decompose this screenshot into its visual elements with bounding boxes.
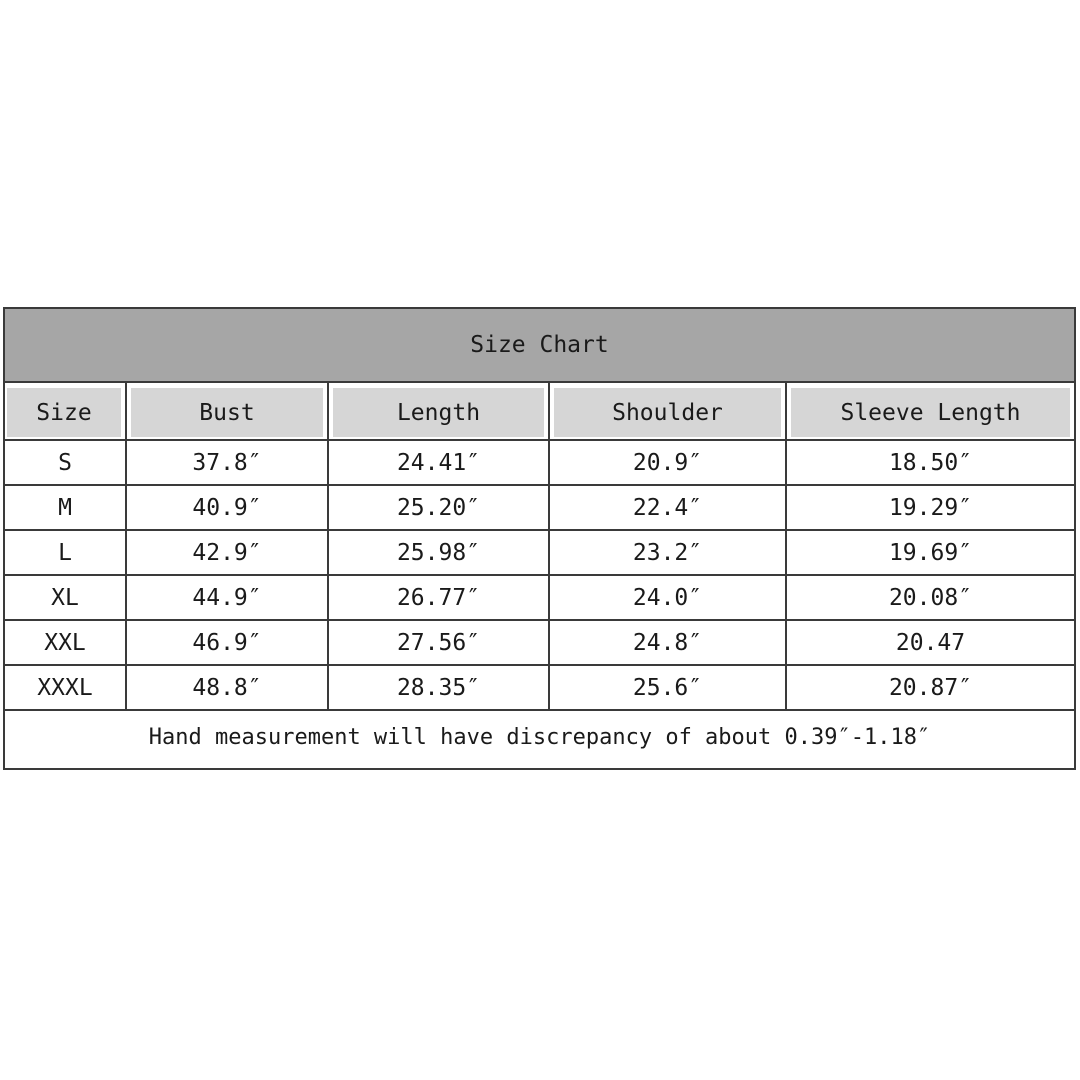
bust-cell: 42.9″: [127, 531, 329, 574]
shoulder-cell: 23.2″: [550, 531, 787, 574]
length-cell: 25.98″: [329, 531, 550, 574]
sleeve-length-cell: 20.08″: [888, 584, 973, 611]
size-cell: XXXL: [5, 666, 127, 709]
sleeve-length-cell: 19.69″: [888, 539, 973, 566]
bust-cell: 40.9″: [127, 486, 329, 529]
size-cell: M: [5, 486, 127, 529]
shoulder-cell: 20.9″: [550, 441, 787, 484]
size-cell: S: [5, 441, 127, 484]
size-cell: XXL: [5, 621, 127, 664]
sleeve-length-cell: 18.50″: [888, 449, 973, 476]
table-row: [5, 486, 1074, 531]
table-row: [5, 531, 1074, 576]
header-cell: [550, 383, 787, 439]
bust-cell: 48.8″: [127, 666, 329, 709]
header-sleeve-length: Sleeve Length: [791, 388, 1070, 437]
header-row: [5, 383, 1074, 441]
shoulder-cell: 22.4″: [550, 486, 787, 529]
header-cell: [329, 383, 550, 439]
table-row: [5, 576, 1074, 621]
chart-title: Size Chart: [5, 309, 1074, 383]
bust-cell: 46.9″: [127, 621, 329, 664]
length-cell: 25.20″: [329, 486, 550, 529]
table-row: [5, 666, 1074, 711]
sleeve-length-cell: 20.87″: [888, 674, 973, 701]
header-cell: [787, 383, 1074, 439]
table-row: [5, 441, 1074, 486]
sleeve-length-cell: 19.29″: [888, 494, 973, 521]
size-cell: L: [5, 531, 127, 574]
measurement-note: Hand measurement will have discrepancy of about 0.39″-1.18″: [148, 725, 931, 750]
shoulder-cell: 24.0″: [550, 576, 787, 619]
bust-cell: 37.8″: [127, 441, 329, 484]
header-bust: Bust: [131, 388, 323, 437]
length-cell: 24.41″: [329, 441, 550, 484]
table-row: [5, 621, 1074, 666]
size-chart-table: [3, 307, 1076, 770]
shoulder-cell: 25.6″: [550, 666, 787, 709]
header-cell: [5, 383, 127, 439]
shoulder-cell: 24.8″: [550, 621, 787, 664]
sleeve-length-cell: 20.47: [895, 629, 966, 656]
header-shoulder: Shoulder: [554, 388, 781, 437]
header-size: Size: [7, 388, 121, 437]
size-cell: XL: [5, 576, 127, 619]
length-cell: 27.56″: [329, 621, 550, 664]
header-length: Length: [333, 388, 544, 437]
header-cell: [127, 383, 329, 439]
size-grid: [5, 383, 1074, 711]
bust-cell: 44.9″: [127, 576, 329, 619]
length-cell: 28.35″: [329, 666, 550, 709]
length-cell: 26.77″: [329, 576, 550, 619]
